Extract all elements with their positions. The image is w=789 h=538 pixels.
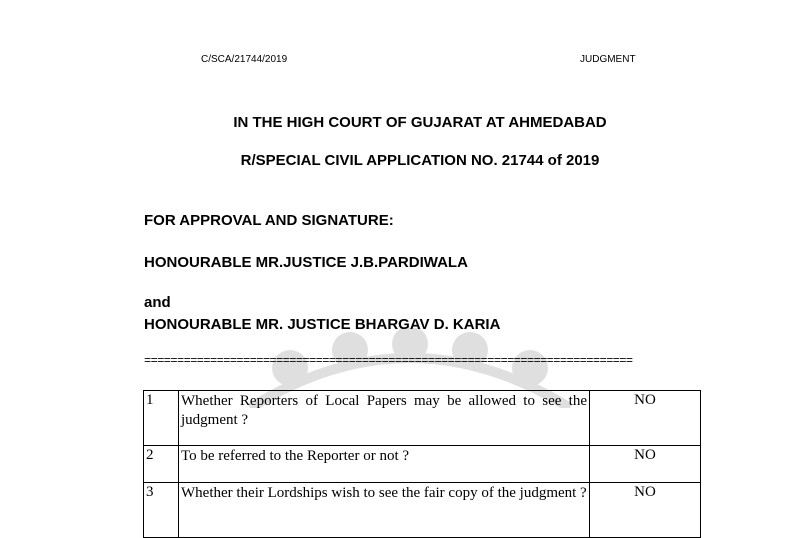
document-type: JUDGMENT (580, 54, 636, 65)
table-row (144, 446, 701, 483)
first-judge: HONOURABLE MR.JUSTICE J.B.PARDIWALA (144, 254, 468, 271)
approval-questions-table (143, 390, 701, 538)
question-answer: NO (590, 483, 701, 538)
approval-heading: FOR APPROVAL AND SIGNATURE: (144, 212, 394, 229)
second-judge: HONOURABLE MR. JUSTICE BHARGAV D. KARIA (144, 316, 501, 333)
court-title: IN THE HIGH COURT OF GUJARAT AT AHMEDABAD (233, 114, 607, 131)
question-text: Whether Reporters of Local Papers may be allowed to see the judgment ? (179, 391, 590, 446)
question-text: To be referred to the Reporter or not ? (179, 446, 590, 483)
table-row (144, 391, 701, 446)
table-row (144, 483, 701, 538)
question-answer: NO (590, 446, 701, 483)
case-reference: C/SCA/21744/2019 (201, 54, 288, 65)
question-number: 1 (144, 391, 179, 446)
question-text: Whether their Lordships wish to see the fair copy of the judgment ? (179, 483, 590, 538)
application-title: R/SPECIAL CIVIL APPLICATION NO. 21744 of 2019 (240, 152, 600, 169)
question-number: 2 (144, 446, 179, 483)
separator-line: ========================================================================== (144, 354, 633, 368)
question-answer: NO (590, 391, 701, 446)
judges-conjunction: and (144, 294, 171, 311)
question-number: 3 (144, 483, 179, 538)
